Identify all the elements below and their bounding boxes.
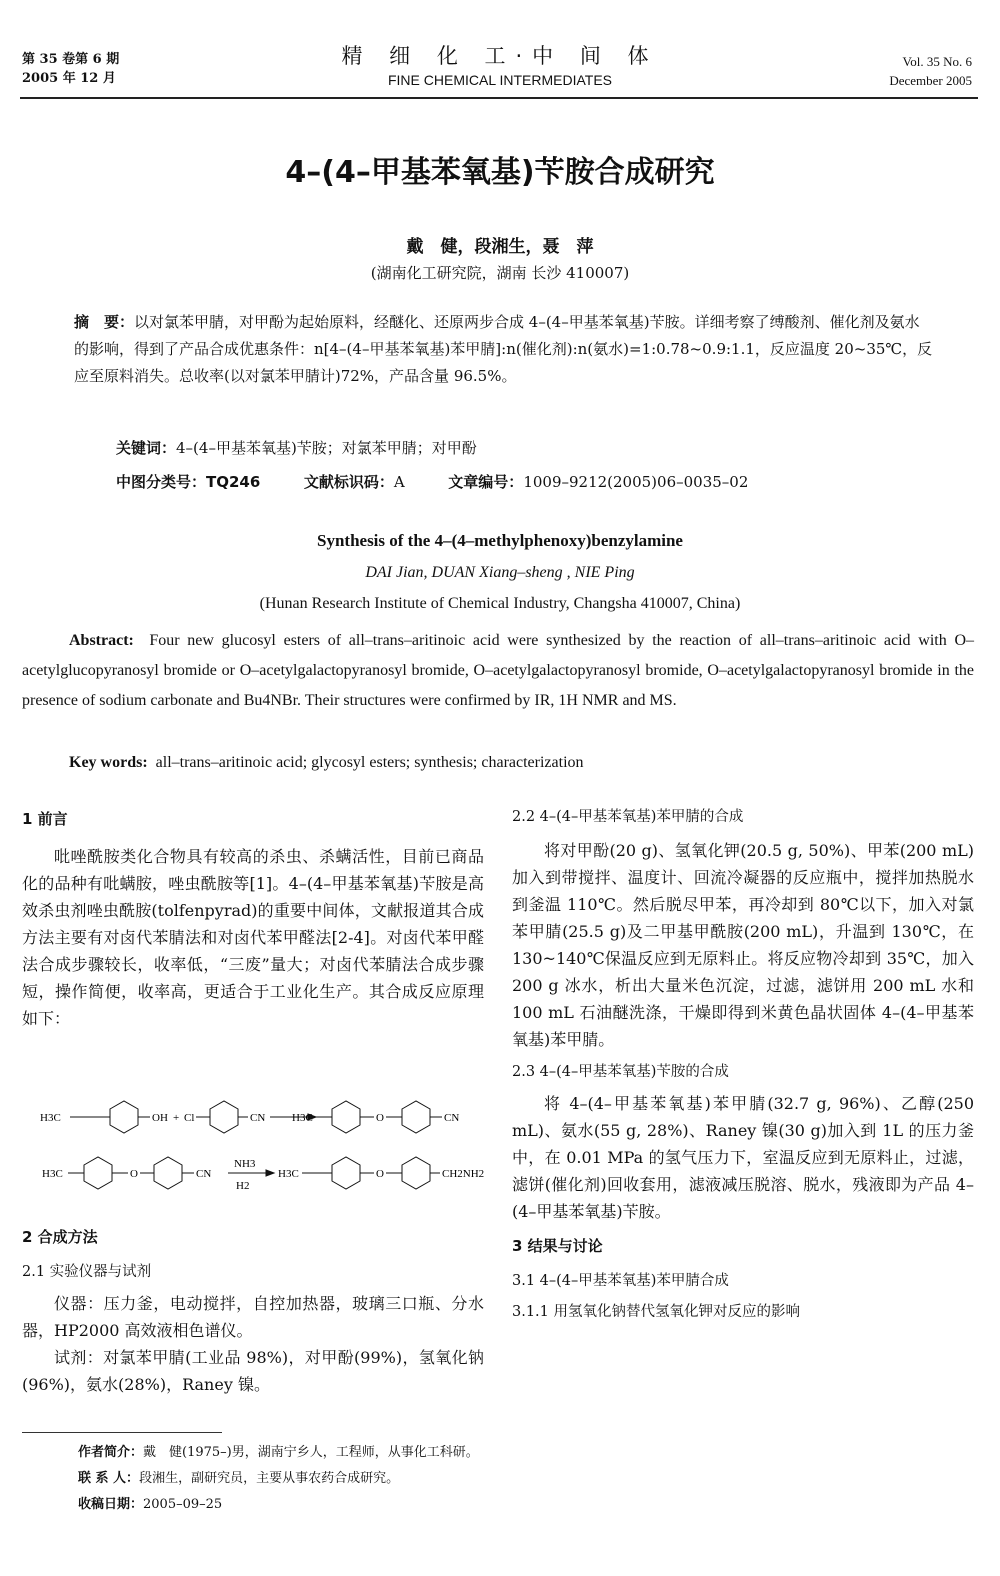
scheme-r1-plus: + <box>173 1112 180 1124</box>
scheme-r1-nitrile: CN <box>250 1112 266 1124</box>
english-keywords-text: all–trans–aritinoic acid; glycosyl esters; synthesis; characterization <box>155 754 584 771</box>
doc-code-label: 文献标识码： <box>303 473 394 491</box>
scheme-r1-product-methyl: H3C <box>292 1112 313 1124</box>
english-abstract-text: Four new glucosyl esters of all–trans–aritinoic acid were synthesized by the reaction of all–trans–aritinoic acid with O–acetylglucopyranosyl bromide or O–acetylgalactopyranosyl bromide, O–acetylgalactopyranosyl bromide, O–acetylgalactopyranosyl bromide in the presence of sodium carbonate and Bu4NBr. Their structures were confirmed by IR, 1H NMR and MS. <box>22 632 974 709</box>
english-title: Synthesis of the 4–(4–methylphenoxy)benzylamine <box>317 531 683 550</box>
section-2-2-heading: 2.2 4–(4–甲基苯氧基)苯甲腈的合成 <box>512 809 744 825</box>
keywords-cn <box>116 437 936 458</box>
english-abstract-label: Abstract: <box>69 632 134 649</box>
section-3-heading: 3 结果与讨论 <box>512 1237 603 1255</box>
section-1-heading: 1 前言 <box>22 810 68 828</box>
footnotes <box>78 1440 479 1518</box>
section-2-2-paragraph: 将对甲酚(20 g)、氢氧化钾(20.5 g, 50%)、甲苯(200 mL)加入到带搅拌、温度计、回流冷凝器的反应瓶中，搅拌加热脱水到釜温 110℃。然后脱尽甲苯，再冷却到 80℃以下，加入对氯苯甲腈(25.5 g)及二甲基甲酰胺(200 mL)，升温到 130℃，在 130~140℃保温反应到无原料止。将反应物冷却到 35℃，加入 200 g 冰水，析出大量米色沉淀，过滤，滤饼用 200 mL 水和 100 mL 石油醚洗涤，干燥即得到米黄色晶状固体 4–(4–甲基苯氧基)苯甲腈。 <box>512 841 974 1049</box>
section-2-3-heading: 2.3 4–(4–甲基苯氧基)苄胺的合成 <box>512 1064 729 1080</box>
section-1-paragraph: 吡唑酰胺类化合物具有较高的杀虫、杀螨活性，目前已商品化的品种有吡螨胺，唑虫酰胺等[1]。4–(4–甲基苯氧基)苄胺是高效杀虫剂唑虫酰胺(tolfenpyrad)的重要中间体，文献报道其合成方法主要有对卤代苯腈法和对卤代苯甲醛法[2-4]。对卤代苯甲醛法合成步骤较长，收率低，“三废”量大；对卤代苯腈法合成步骤短，操作简便，收率高，更适合于工业化生产。其合成反应原理如下： <box>22 847 484 1028</box>
scheme-r2-methyl: H3C <box>42 1168 63 1180</box>
issue-date: 2005 年 12 月 <box>22 71 116 86</box>
classification-line <box>116 471 936 492</box>
clc-value: TQ246 <box>206 473 261 491</box>
scheme-r1-chloro: Cl <box>184 1112 195 1124</box>
volume-number: Vol. 35 No. 6 <box>902 54 972 69</box>
scheme-r1-ether-oxygen: O <box>376 1112 384 1124</box>
reaction-scheme <box>22 1095 492 1205</box>
scheme-r2-product-oxygen: O <box>376 1168 384 1180</box>
left-column-bottom <box>22 1224 484 1398</box>
keywords-cn-text: 4–(4–甲基苯氧基)苄胺；对氯苯甲腈；对甲酚 <box>176 439 477 457</box>
journal-name <box>0 40 1000 88</box>
footnote-contact <box>78 1466 479 1492</box>
english-authors: DAI Jian, DUAN Xiang–sheng , NIE Ping <box>365 564 635 581</box>
footnote-received-label: 收稿日期： <box>78 1497 144 1512</box>
english-keywords-label: Key words: <box>69 754 148 771</box>
instruments-paragraph: 仪器：压力釜，电动搅拌，自控加热器，玻璃三口瓶、分水器，HP2000 高效液相色谱仪。 <box>22 1294 484 1340</box>
reagents-paragraph: 试剂：对氯苯甲腈(工业品 98%)，对甲酚(99%)，氢氧化钠(96%)，氨水(28%)，Raney 镍。 <box>22 1348 484 1394</box>
scheme-r1-product-nitrile: CN <box>444 1112 460 1124</box>
scheme-r2-product-methyl: H3C <box>278 1168 299 1180</box>
footnote-contact-label: 联 系 人： <box>78 1471 140 1486</box>
abstract-cn <box>74 309 934 390</box>
section-3-1-heading: 3.1 4–(4–甲基苯氧基)苯甲腈合成 <box>512 1273 729 1289</box>
journal-name-en: FINE CHEMICAL INTERMEDIATES <box>387 72 613 88</box>
scheme-r1-methyl: H3C <box>40 1112 61 1124</box>
right-column <box>512 804 974 1326</box>
section-2-1-heading: 2.1 实验仪器与试剂 <box>22 1264 152 1280</box>
footnote-rule <box>22 1432 222 1433</box>
abstract-cn-text: 以对氯苯甲腈，对甲酚为起始原料，经醚化、还原两步合成 4–(4–甲基苯氧基)苄胺。详细考察了缚酸剂、催化剂及氨水的影响，得到了产品合成优惠条件：n[4–(4–甲基苯氧基)苯甲腈]:n(催化剂):n(氨水)=1:0.78~0.9:1.1，反应温度 20~35℃，反应至原料消失。总收率(以对氯苯甲腈计)72%，产品含量 96.5%。 <box>74 313 933 385</box>
authors: 戴 健，段湘生，聂 萍 <box>406 237 594 257</box>
section-3-1-1-heading: 3.1.1 用氢氧化钠替代氢氧化钾对反应的影响 <box>512 1304 801 1320</box>
affiliation: (湖南化工研究院，湖南 长沙 410007) <box>370 264 630 282</box>
abstract-cn-label: 摘 要： <box>74 313 135 331</box>
section-2-3-paragraph: 将 4–(4–甲基苯氧基)苯甲腈(32.7 g, 96%)、乙醇(250 mL)、氨水(55 g, 28%)、Raney 镍(30 g)加入到 1L 的压力釜中，在 0.01 MPa 的氢气压力下，室温反应到无原料止，过滤，滤饼(催化剂)回收套用，滤液减压脱溶、脱水，残液即为产品 4–(4–甲基苯氧基)苄胺。 <box>512 1094 974 1221</box>
footnote-contact-text: 段湘生，副研究员，主要从事农药合成研究。 <box>139 1471 400 1486</box>
keywords-cn-label: 关键词： <box>116 439 177 457</box>
journal-name-cn: 精 细 化 工·中 间 体 <box>341 44 659 68</box>
scheme-r2-product-amine: CH2NH2 <box>442 1168 485 1180</box>
footnote-received-text: 2005–09–25 <box>143 1497 223 1512</box>
english-abstract <box>22 626 974 716</box>
article-no-label: 文章编号： <box>448 473 524 491</box>
scheme-r1-hydroxyl: OH <box>152 1112 168 1124</box>
clc-label: 中图分类号： <box>116 473 207 491</box>
footnote-author-text: 戴 健(1975–)男，湖南宁乡人，工程师，从事化工科研。 <box>143 1445 479 1460</box>
article-no-value: 1009–9212(2005)06–0035–02 <box>523 473 749 491</box>
scheme-r2-reagent-h2: H2 <box>236 1180 250 1192</box>
doc-code-value: A <box>393 473 405 491</box>
footnote-author <box>78 1440 479 1466</box>
issue-volume: 第 35 卷第 6 期 <box>22 52 120 67</box>
footnote-author-label: 作者简介： <box>78 1445 144 1460</box>
paper-title: 4–(4–甲基苯氧基)苄胺合成研究 <box>285 155 715 190</box>
left-column-top <box>22 806 484 1032</box>
scheme-r2-reagent-nh3: NH3 <box>234 1158 256 1170</box>
volume-info <box>889 52 972 90</box>
english-affiliation: (Hunan Research Institute of Chemical Industry, Changsha 410007, China) <box>259 595 741 612</box>
scheme-r2-ether-oxygen: O <box>130 1168 138 1180</box>
header-rule <box>20 97 978 99</box>
section-2-heading: 2 合成方法 <box>22 1228 98 1246</box>
footnote-received <box>78 1492 479 1518</box>
volume-date: December 2005 <box>889 73 972 88</box>
scheme-r2-nitrile: CN <box>196 1168 212 1180</box>
english-keywords <box>22 754 974 772</box>
